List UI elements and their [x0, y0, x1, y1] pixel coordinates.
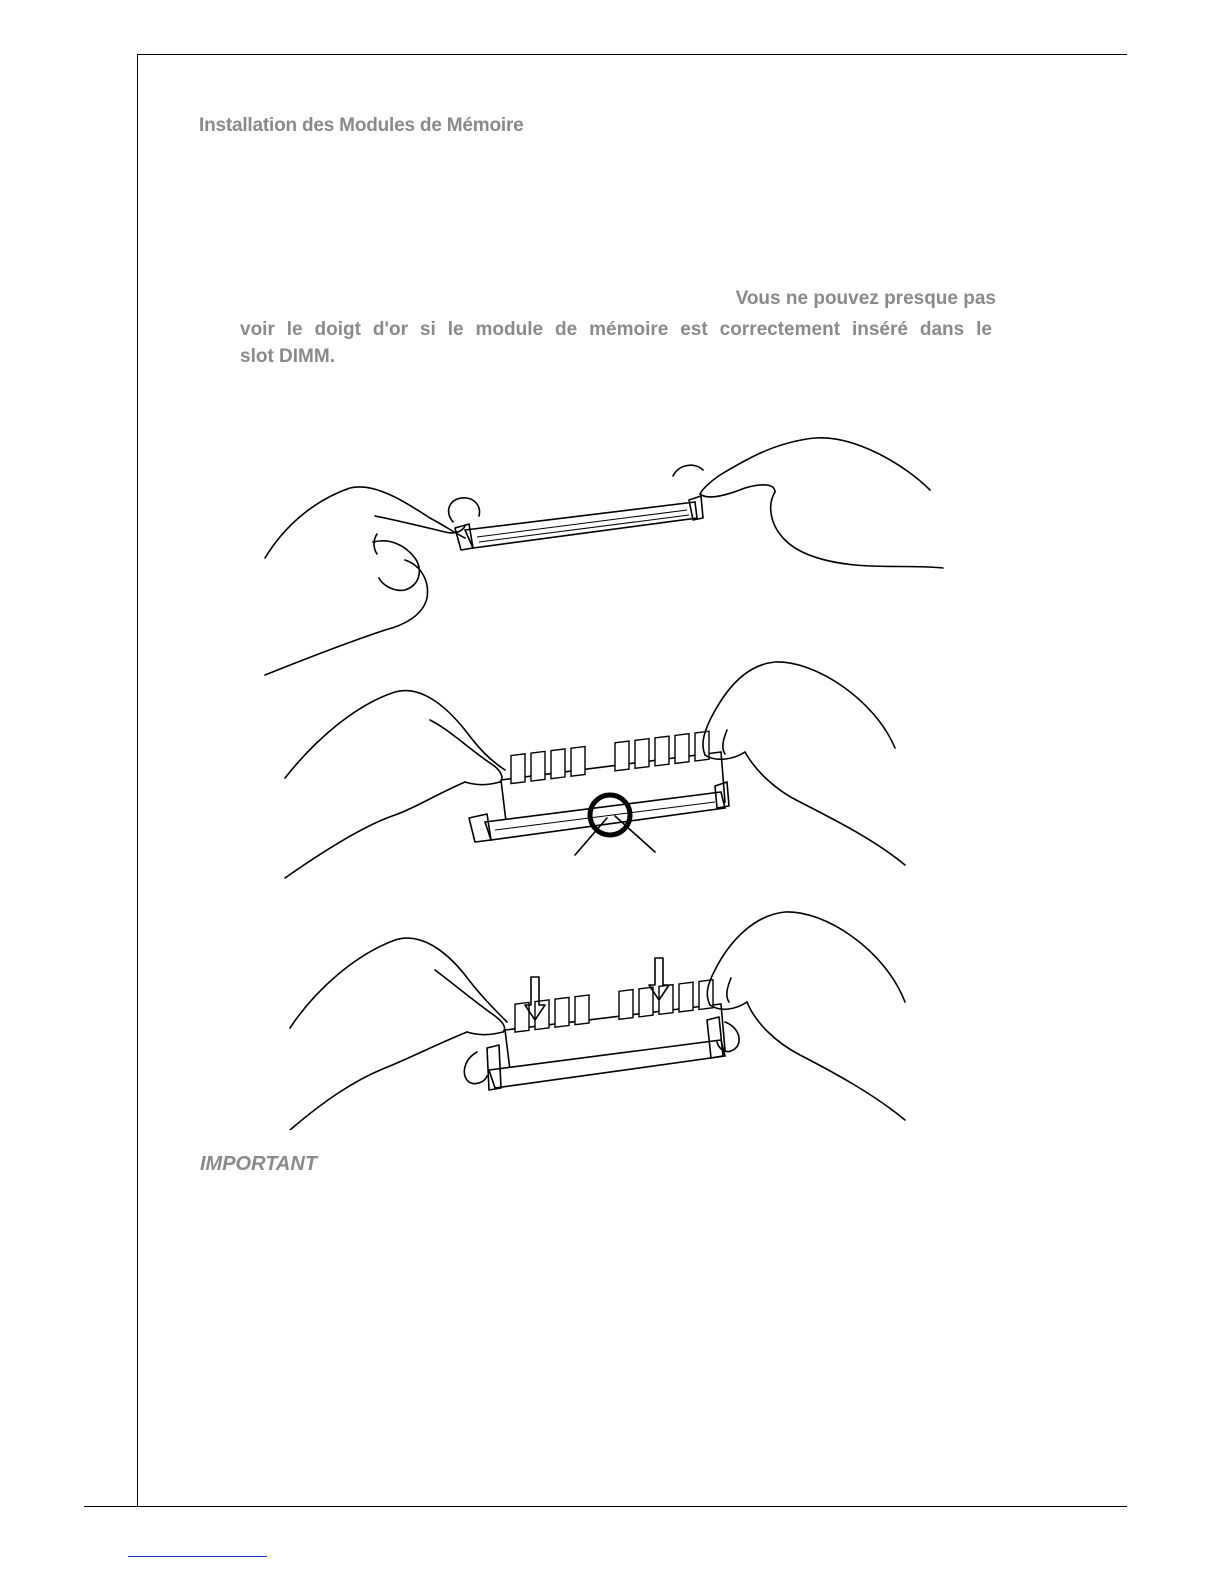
footer-link-underline[interactable] [128, 1556, 267, 1557]
page-frame-top-rule [137, 54, 1127, 55]
memory-installation-illustration [255, 430, 945, 1130]
left-hand-step1 [265, 487, 465, 675]
paragraph-body [240, 316, 992, 370]
paragraph-line-1: Vous ne pouvez presque pas [735, 288, 996, 309]
paragraph-line-3: slot DIMM. [240, 346, 335, 367]
section-heading: Installation des Modules de Mémoire [199, 115, 524, 136]
step-press-down [290, 912, 905, 1130]
left-hand-step2 [285, 691, 505, 878]
rotate-arrow-right-icon [673, 465, 703, 476]
step-open-clips [265, 438, 943, 675]
dimm-slot-step1 [455, 496, 703, 550]
right-hand-step1 [700, 438, 943, 568]
page-frame-bottom-rule [84, 1506, 1127, 1507]
paragraph-line-2: voir le doigt d'or si le module de mémoire est correctement inséré dans le [240, 319, 992, 340]
rotate-arrow-left-icon [449, 498, 480, 522]
right-hand-step3 [707, 912, 905, 1120]
right-hand-step2 [703, 662, 905, 865]
page-frame-left-rule [137, 54, 138, 1506]
clip-close-arrow-left-icon [464, 1052, 487, 1084]
important-label: IMPORTANT [200, 1153, 318, 1175]
left-hand-step3 [290, 938, 507, 1130]
step-align-notch [285, 662, 905, 878]
